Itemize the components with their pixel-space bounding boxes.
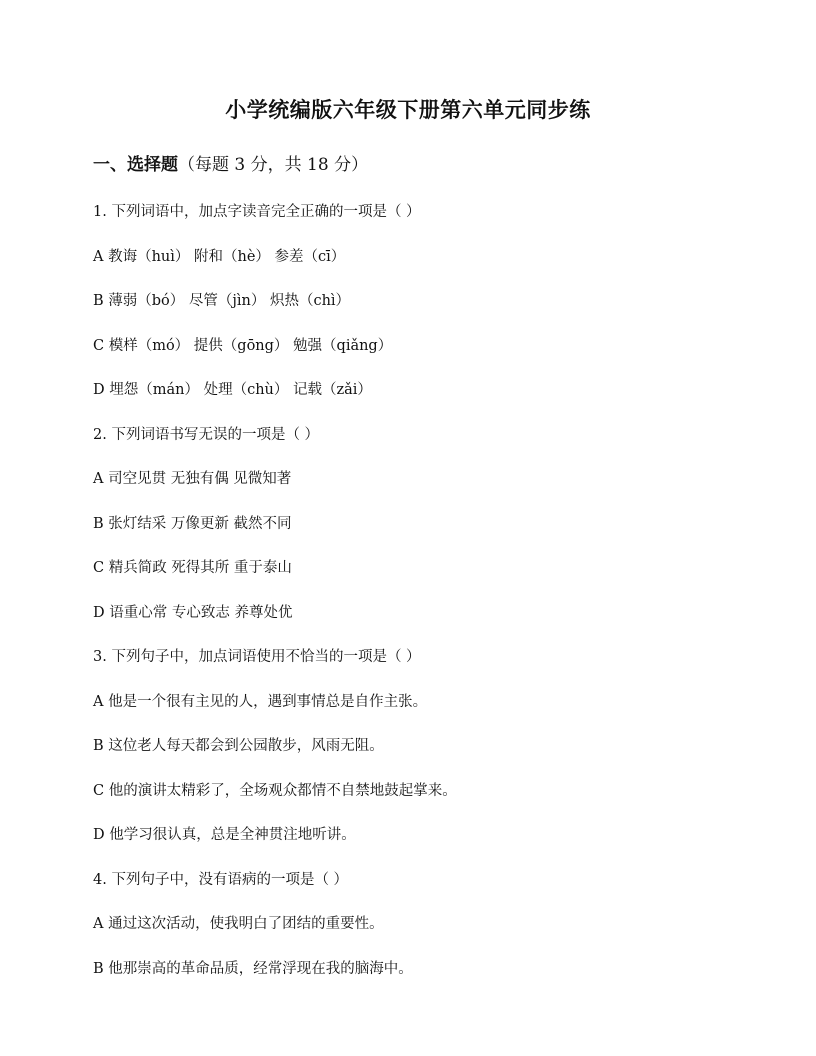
question-option: A 他是一个很有主见的人，遇到事情总是自作主张。 xyxy=(93,694,428,710)
question-stem: 2. 下列词语书写无误的一项是（ ） xyxy=(93,427,320,443)
section-heading xyxy=(93,150,368,175)
question-option: B 他那崇高的革命品质，经常浮现在我的脑海中。 xyxy=(93,961,413,977)
question-option: D 埋怨（mán） 处理（chù） 记载（zǎi） xyxy=(93,382,372,398)
question-stem: 1. 下列词语中，加点字读音完全正确的一项是（ ） xyxy=(93,204,421,220)
question-option: B 薄弱（bó） 尽管（jìn） 炽热（chì） xyxy=(93,293,351,309)
question-option: B 张灯结采 万像更新 截然不同 xyxy=(93,516,292,532)
question-option: C 模样（mó） 提供（gōng） 勉强（qiǎng） xyxy=(93,338,393,354)
question-stem: 4. 下列句子中，没有语病的一项是（ ） xyxy=(93,872,349,888)
question-option: C 精兵简政 死得其所 重于泰山 xyxy=(93,560,292,576)
section-heading-label: 一、选择题 xyxy=(93,155,178,175)
question-stem: 3. 下列句子中，加点词语使用不恰当的一项是（ ） xyxy=(93,649,421,665)
question-option: D 他学习很认真，总是全神贯注地听讲。 xyxy=(93,827,356,843)
page-title: 小学统编版六年级下册第六单元同步练 xyxy=(225,97,591,122)
question-option: A 司空见贯 无独有偶 见微知著 xyxy=(93,471,292,487)
section-heading-note: （每题 3 分，共 18 分） xyxy=(178,155,369,175)
question-option: A 教诲（huì） 附和（hè） 参差（cī） xyxy=(93,249,346,265)
question-option: A 通过这次活动，使我明白了团结的重要性。 xyxy=(93,916,384,932)
question-option: C 他的演讲太精彩了，全场观众都情不自禁地鼓起掌来。 xyxy=(93,783,457,799)
question-option: D 语重心常 专心致志 养尊处优 xyxy=(93,605,293,621)
question-option: B 这位老人每天都会到公园散步，风雨无阻。 xyxy=(93,738,384,754)
